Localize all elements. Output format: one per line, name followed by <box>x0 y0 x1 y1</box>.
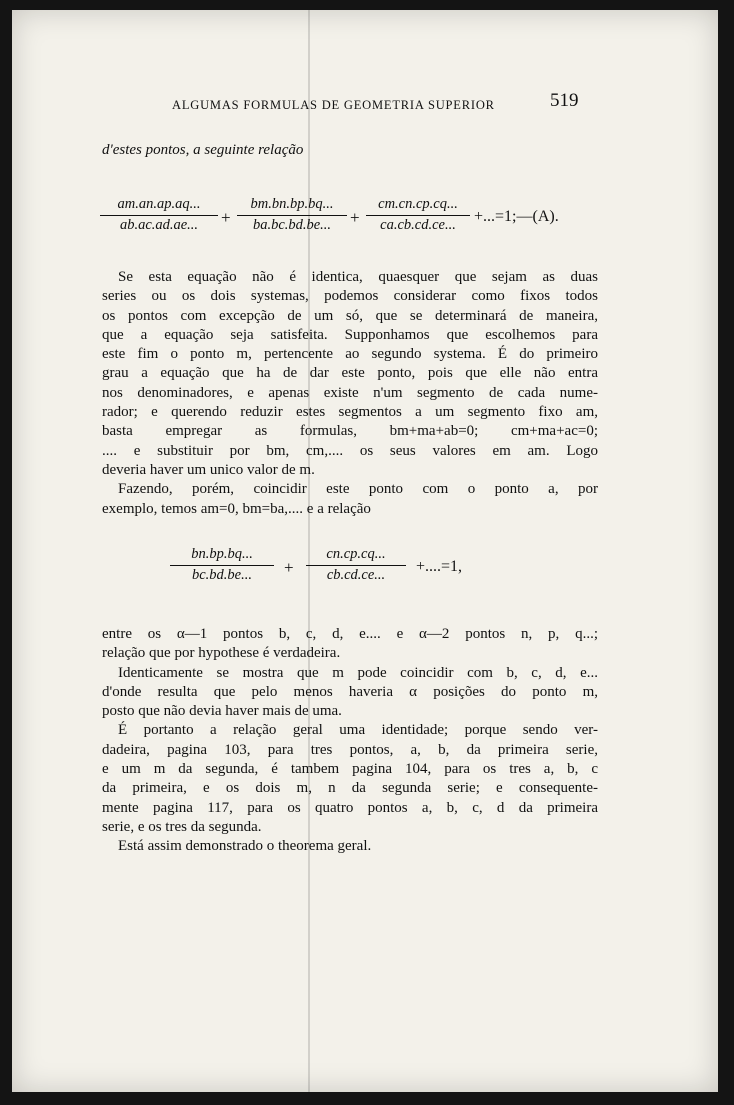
paragraph-1 <box>102 268 598 519</box>
text-line: da primeira, e os dois m, n da segunda serie; e consequente- <box>102 780 598 797</box>
text-line: É portanto a relação geral uma identidade; porque sendo ver- <box>118 722 598 739</box>
text-line: Está assim demonstrado o theorema geral. <box>118 838 372 855</box>
denominator: ca.cb.cd.ce... <box>380 217 456 233</box>
fraction-bar <box>100 215 218 216</box>
text-line: posto que não devia haver mais de uma. <box>102 703 342 720</box>
text-line: nos denominadores, e apenas existe n'um segmento de cada nume- <box>102 384 598 401</box>
numerator: bn.bp.bq... <box>191 546 253 562</box>
plus-sign: + <box>284 558 294 577</box>
numerator: bm.bn.bp.bq... <box>250 196 334 212</box>
formula-b-term-1 <box>170 546 274 584</box>
text-line: .... e substituir por bm, cm,.... os seus valores em am. Logo <box>102 442 598 459</box>
text-line: exemplo, temos am=0, bm=ba,.... e a relação <box>102 500 371 517</box>
text-line: deveria haver um unico valor de m. <box>102 461 315 478</box>
text-line: serie, e os tres da segunda. <box>102 818 262 835</box>
text-line: os pontos com excepção de um só, que se determinará de maneira, <box>102 307 598 324</box>
running-title: ALGUMAS FORMULAS DE GEOMETRIA SUPERIOR <box>172 98 495 112</box>
denominator: bc.bd.be... <box>192 567 252 583</box>
book-page <box>12 10 718 1092</box>
formula-a <box>100 196 620 246</box>
fraction-bar <box>237 215 347 216</box>
text-line: este fim o ponto m, pertencente ao segundo systema. É do primeiro <box>102 346 598 363</box>
fraction-bar <box>170 565 274 566</box>
text-line: relação que por hypothese é verdadeira. <box>102 645 341 662</box>
denominator: ba.bc.bd.be... <box>252 217 332 233</box>
plus-sign: + <box>221 208 231 227</box>
text-line: entre os α—1 pontos b, c, d, e.... e α—2 pontos n, p, q...; <box>102 626 598 642</box>
text-line: Se esta equação não é identica, quaesquer que sejam as duas <box>118 269 598 285</box>
plus-sign: + <box>350 208 360 227</box>
intro-line: d'estes pontos, a seguinte relação <box>102 142 304 158</box>
text-line: Identicamente se mostra que m pode coincidir com b, c, d, e... <box>118 664 598 681</box>
formula-a-term-2 <box>237 196 347 234</box>
text-line: Fazendo, porém, coincidir este ponto com o ponto a, por <box>118 481 598 498</box>
formula-a-tail: +...=1;—(A). <box>474 208 559 225</box>
text-line: d'onde resulta que pelo menos haveria α posições do ponto m, <box>102 683 598 700</box>
text-line: basta empregar as formulas, bm+ma+ab=0; cm+ma+ac=0; <box>102 423 598 440</box>
formula-b-tail: +....=1, <box>416 558 463 575</box>
text-line: series ou os dois systemas, podemos considerar como fixos todos <box>102 288 598 305</box>
text-line: grau a equação que ha de dar este ponto, pois que elle não entra <box>102 365 598 382</box>
page-number: 519 <box>550 90 579 111</box>
formula-a-term-3 <box>366 196 470 234</box>
formula-b-term-2 <box>306 546 406 584</box>
text-line: mente pagina 117, para os quatro pontos a, b, c, d da primeira <box>102 799 598 816</box>
formula-a-term-1 <box>100 196 218 234</box>
numerator: am.an.ap.aq... <box>117 196 201 212</box>
text-line: rador; e querendo reduzir estes segmentos a um segmento fixo am, <box>102 404 598 421</box>
denominator: ab.ac.ad.ae... <box>119 217 199 233</box>
text-line: dadeira, pagina 103, para tres pontos, a, b, da primeira serie, <box>102 741 598 758</box>
paragraph-2 <box>102 625 598 857</box>
numerator: cn.cp.cq... <box>326 546 386 562</box>
numerator: cm.cn.cp.cq... <box>378 196 458 212</box>
fraction-bar <box>366 215 470 216</box>
fraction-bar <box>306 565 406 566</box>
formula-b <box>170 546 590 596</box>
text-line: que a equação seja satisfeita. Supponhamos que escolhemos para <box>102 326 598 343</box>
text-line: e um m da segunda, é tambem pagina 104, para os tres a, b, c <box>102 761 598 778</box>
denominator: cb.cd.ce... <box>326 567 386 583</box>
